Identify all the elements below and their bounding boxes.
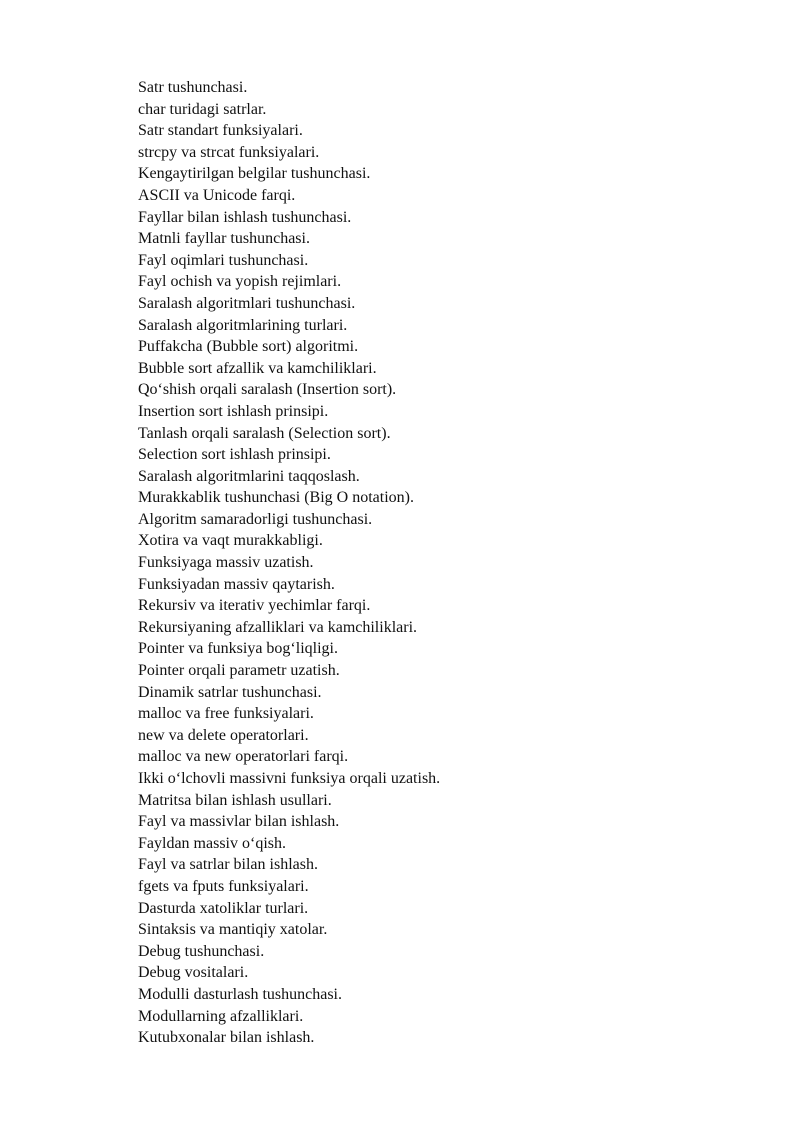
topic-line: malloc va free funksiyalari. (138, 705, 314, 723)
topic-line: Kutubxonalar bilan ishlash. (138, 1029, 315, 1047)
topic-line: Debug vositalari. (138, 964, 249, 982)
topic-line: Algoritm samaradorligi tushunchasi. (138, 510, 373, 528)
topic-line: Debug tushunchasi. (138, 942, 265, 960)
topic-line: Funksiyadan massiv qaytarish. (138, 575, 335, 593)
topic-line: malloc va new operatorlari farqi. (138, 748, 349, 766)
topic-line: Fayl oqimlari tushunchasi. (138, 251, 309, 269)
topic-line: Dinamik satrlar tushunchasi. (138, 683, 322, 701)
topic-line: Tanlash orqali saralash (Selection sort). (138, 424, 391, 442)
topic-line: Xotira va vaqt murakkabligi. (138, 532, 323, 550)
topic-line: Murakkablik tushunchasi (Big O notation). (138, 489, 414, 507)
topic-line: Pointer orqali parametr uzatish. (138, 662, 340, 680)
topic-line: Modulli dasturlash tushunchasi. (138, 985, 342, 1003)
topic-line: Fayl va massivlar bilan ishlash. (138, 813, 340, 831)
topic-line: fgets va fputs funksiyalari. (138, 877, 309, 895)
topic-line: Fayl va satrlar bilan ishlash. (138, 856, 318, 874)
topic-line: Qo‘shish orqali saralash (Insertion sort). (138, 381, 397, 399)
topic-line: Saralash algoritmlarini taqqoslash. (138, 467, 360, 485)
topic-line: Kengaytirilgan belgilar tushunchasi. (138, 165, 371, 183)
topic-line: Fayllar bilan ishlash tushunchasi. (138, 208, 352, 226)
topic-line: Modullarning afzalliklari. (138, 1007, 304, 1025)
topic-line: Satr tushunchasi. (138, 79, 248, 96)
topic-line: Funksiyaga massiv uzatish. (138, 554, 314, 572)
topic-line: Matritsa bilan ishlash usullari. (138, 791, 332, 809)
topic-line: Matnli fayllar tushunchasi. (138, 230, 310, 248)
topic-line: Ikki o‘lchovli massivni funksiya orqali uzatish. (138, 770, 441, 787)
topic-line: Pointer va funksiya bog‘liqligi. (138, 640, 338, 658)
topic-line: new va delete operatorlari. (138, 726, 309, 744)
topic-line: Fayl ochish va yopish rejimlari. (138, 273, 342, 291)
topic-line: Selection sort ishlash prinsipi. (138, 446, 331, 464)
topic-line: Saralash algoritmlari tushunchasi. (138, 294, 356, 312)
topic-line: Sintaksis va mantiqiy xatolar. (138, 921, 328, 939)
topic-line: ASCII va Unicode farqi. (138, 186, 296, 204)
topic-line: Saralash algoritmlarining turlari. (138, 316, 348, 334)
topic-line: Rekursiv va iterativ yechimlar farqi. (138, 597, 371, 615)
topic-line: char turidagi satrlar. (138, 100, 267, 118)
topic-line: strcpy va strcat funksiyalari. (138, 143, 320, 161)
topic-line: Insertion sort ishlash prinsipi. (138, 402, 329, 420)
topic-line: Satr standart funksiyalari. (138, 122, 303, 140)
topic-line: Dasturda xatoliklar turlari. (138, 899, 309, 917)
topic-line: Bubble sort afzallik va kamchiliklari. (138, 359, 377, 377)
topic-line: Puffakcha (Bubble sort) algoritmi. (138, 338, 359, 356)
topic-list (138, 77, 440, 1049)
topic-line: Fayldan massiv o‘qish. (138, 834, 286, 852)
topic-line: Rekursiyaning afzalliklari va kamchiliklari. (138, 618, 418, 636)
